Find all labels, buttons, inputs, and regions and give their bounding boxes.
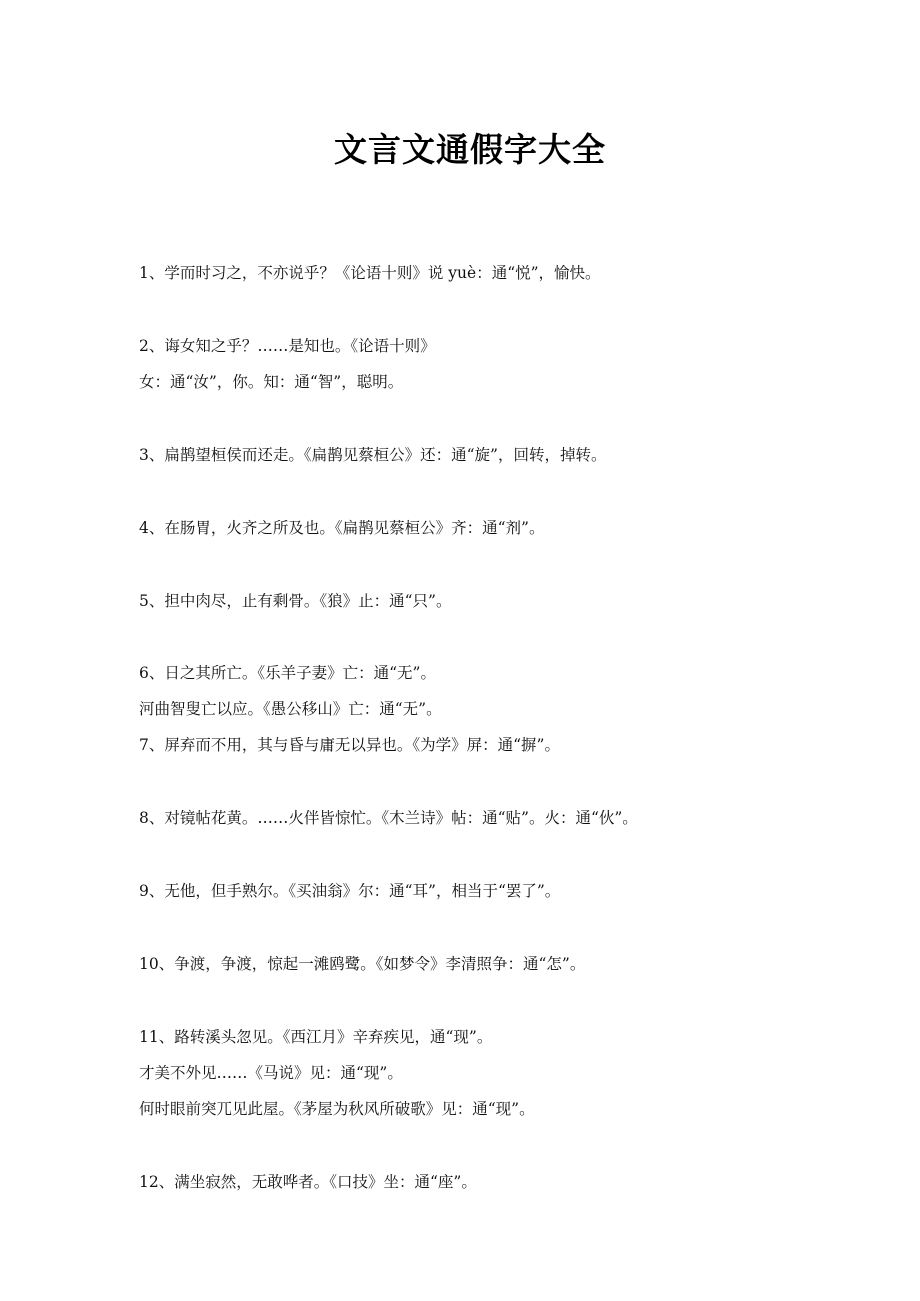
text-line: 9、无他，但手熟尔。《买油翁》尔：通“耳”，相当于“罢了”。 <box>139 882 561 900</box>
text-line: 女：通“汝”，你。知：通“智”，聪明。 <box>139 373 404 391</box>
text-line: 4、在肠胃，火齐之所及也。《扁鹊见蔡桓公》齐：通“剂”。 <box>139 519 545 537</box>
text-line: 河曲智叟亡以应。《愚公移山》亡：通“无”。 <box>139 700 442 718</box>
text-line: 2、诲女知之乎？……是知也。《论语十则》 <box>139 337 436 355</box>
text-line: 3、扁鹊望桓侯而还走。《扁鹊见蔡桓公》还：通“旋”，回转，掉转。 <box>139 446 607 464</box>
text-line: 11、路转溪头忽见。《西江月》辛弃疾见，通“现”。 <box>139 1028 493 1046</box>
text-line: 8、对镜帖花黄。……火伴皆惊忙。《木兰诗》帖：通“贴”。火：通“伙”。 <box>139 809 638 827</box>
text-line: 1、学而时习之，不亦说乎？《论语十则》说 yuè：通“悦”，愉快。 <box>139 264 601 282</box>
text-line: 12、满坐寂然，无敢哗者。《口技》坐：通“座”。 <box>139 1173 477 1191</box>
text-line: 6、日之其所亡。《乐羊子妻》亡：通“无”。 <box>139 664 436 682</box>
document-title: 文言文通假字大全 <box>334 130 606 169</box>
text-line: 才美不外见……《马说》见：通“现”。 <box>139 1064 403 1082</box>
text-line: 何时眼前突兀见此屋。《茅屋为秋风所破歌》见：通“现”。 <box>139 1100 535 1118</box>
text-line: 7、屏弃而不用，其与昏与庸无以异也。《为学》屏：通“摒”。 <box>139 736 560 754</box>
text-line: 5、担中肉尽，止有剩骨。《狼》止：通“只”。 <box>139 592 452 610</box>
text-line: 10、争渡，争渡，惊起一滩鸥鹭。《如梦令》李清照争：通“怎”。 <box>139 955 586 973</box>
